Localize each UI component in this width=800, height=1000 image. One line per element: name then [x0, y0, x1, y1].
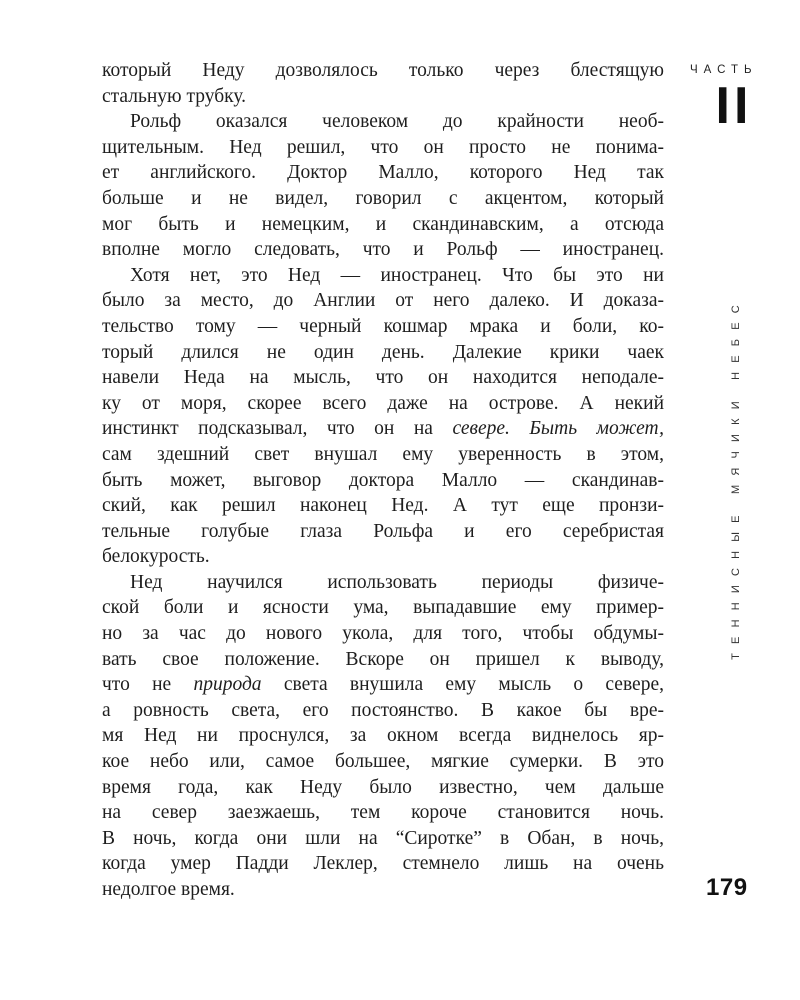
text-line: но за час до нового укола, для того, чтобы обдумы- — [102, 623, 664, 645]
text-line: больше и не видел, говорил с акцентом, который — [102, 187, 664, 209]
text-line: навели Неда на мысль, что он находится неподале- — [102, 367, 664, 389]
text-line — [102, 416, 664, 442]
text-line — [102, 672, 664, 698]
text-line: тельные голубые глаза Рольфа и его серебристая — [102, 520, 664, 542]
text-line: вполне могло следовать, что и Рольф — иностранец. — [102, 239, 664, 261]
text-line: время года, как Неду было известно, чем дальше — [102, 776, 664, 798]
text-line: быть может, выговор доктора Малло — скандинав- — [102, 469, 664, 491]
text-line: щительным. Нед решил, что он просто не понима- — [102, 136, 664, 158]
text-segment: что не — [102, 674, 194, 696]
text-line: кое небо или, самое большее, мягкие сумерки. В это — [102, 751, 664, 773]
body-text — [102, 58, 664, 903]
text-line: тельство тому — черный кошмар мрака и боли, ко- — [102, 315, 664, 337]
text-line: было за место, до Англии от него далеко. И доказа- — [102, 290, 664, 312]
text-line: белокурость. — [102, 546, 210, 568]
section-label: ЧАСТЬ — [690, 64, 758, 76]
text-line: Хотя нет, это Нед — иностранец. Что бы это ни — [130, 264, 664, 286]
text-segment: света внушила ему мысль о севере, — [261, 674, 664, 696]
text-line: ку от моря, скорее всего даже на острове. А некий — [102, 392, 664, 414]
text-line: В ночь, когда они шли на “Сиротке” в Обан, в ночь, — [102, 827, 664, 849]
page-number: 179 — [706, 874, 748, 901]
text-line: когда умер Падди Леклер, стемнело лишь на очень — [102, 853, 664, 875]
text-line: ской боли и ясности ума, выпадавшие ему пример- — [102, 597, 664, 619]
text-line: Рольф оказался человеком до крайности необ- — [130, 111, 664, 133]
emphasis: природа — [193, 674, 262, 696]
text-line: торый длился не один день. Далекие крики чаек — [102, 341, 664, 363]
text-line: стальную трубку. — [102, 85, 247, 107]
text-line: мог быть и немецким, и скандинавским, а отсюда — [102, 213, 664, 235]
text-line: вать свое положение. Вскоре он пришел к выводу, — [102, 648, 664, 670]
text-line: ет английского. Доктор Малло, которого Нед так — [102, 162, 664, 184]
text-line: Нед научился использовать периоды физиче- — [130, 571, 664, 593]
emphasis: северe. Быть может, — [452, 418, 664, 440]
text-line: ский, как решил наконец Нед. А тут еще пронзи- — [102, 495, 664, 517]
text-line: а ровность света, его постоянство. В какое бы вре- — [102, 699, 664, 721]
running-title-text: ТЕННИСНЫЕ МЯЧИКИ НЕБЕС — [730, 296, 742, 660]
section-number: II — [715, 77, 753, 135]
text-line: недолгое время. — [102, 879, 235, 900]
text-line: на север заезжаешь, тем короче становится ночь. — [102, 802, 664, 824]
text-line: мя Нед ни проснулся, за окном всегда виднелось яр- — [102, 725, 664, 747]
text-segment: инстинкт подсказывал, что он на — [102, 418, 453, 440]
text-line: который Неду дозволялось только через блестящую — [102, 60, 664, 81]
text-line: сам здешний свет внушал ему уверенность в этом, — [102, 443, 664, 465]
